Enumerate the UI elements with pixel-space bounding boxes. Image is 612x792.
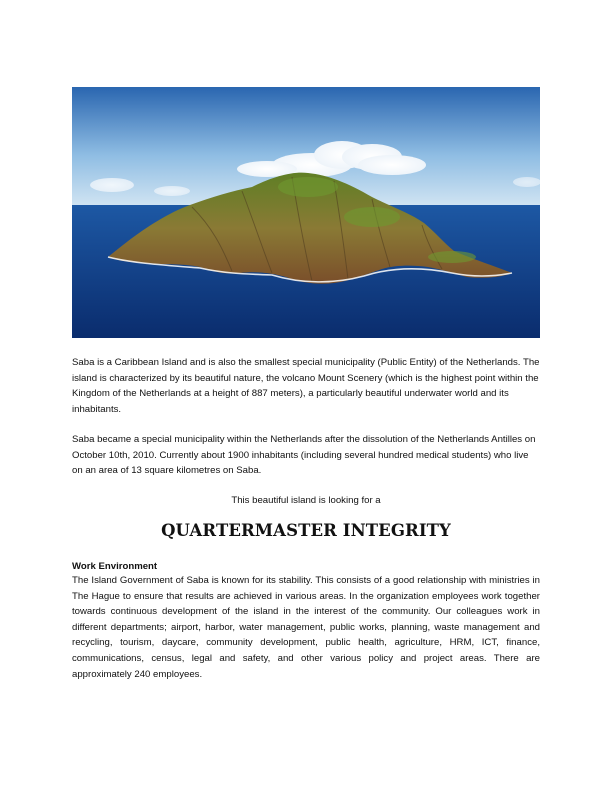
intro-paragraph-1: Saba is a Caribbean Island and is also the smallest special municipality (Public Entity) of the Netherlands. The island is characterized by its beautiful nature, the volcano Mount Scenery (which is the highest point within the Kingdom of the Netherlands at a height of 887 meters), a particularly beautiful underwater world and its inhabitants. <box>72 357 540 415</box>
work-environment-heading: Work Environment <box>72 561 158 572</box>
island-aerial-photo-icon <box>72 87 540 338</box>
lead-line: This beautiful island is looking for a <box>231 495 381 506</box>
work-environment-text: The Island Government of Saba is known for its stability. This consists of a good relationship with ministries in The Hague to ensure that results are achieved in various areas. In the organization employees work together towards continuous development of the island in the interest of the community. Our colleagues work in different departments; airport, harbor, water management, public works, planning, waste management and recycling, tourism, daycare, community development, public health, agriculture, HRM, ICT, finance, communications, census, legal and safety, and other various policy and project areas. There are approximately 240 employees. <box>72 575 540 680</box>
job-title: QUARTERMASTER INTEGRITY <box>161 521 451 540</box>
intro-paragraph-2: Saba became a special municipality within the Netherlands after the dissolution of the Netherlands Antilles on October 10th, 2010. Currently about 1900 inhabitants (including several hundred medical students) who live on an area of 13 square kilometres on Saba. <box>72 434 536 477</box>
island-photo-svg <box>72 87 540 338</box>
